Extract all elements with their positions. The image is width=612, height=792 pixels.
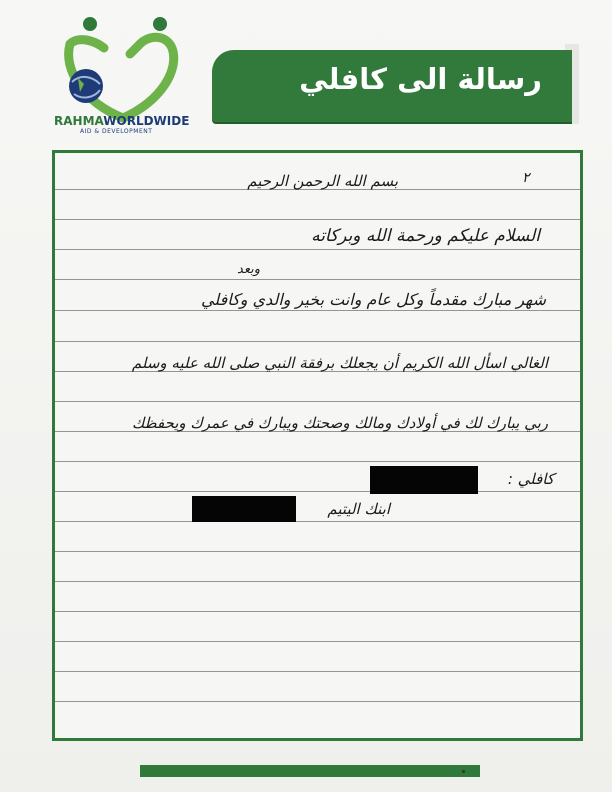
header-banner [212,50,572,122]
greeting-line: السلام عليكم ورحمة الله وبركاته [311,226,540,246]
sponsor-label: كافلي : [507,470,554,488]
ruled-line [55,581,580,582]
heart-people-logo-icon [48,14,198,126]
ruled-line [55,701,580,702]
ruled-line [55,611,580,612]
page-dot [462,770,465,773]
letter-line-3: ربي يبارك لك في أولادك ومالك وصحتك ويبارك في عمرك ويحفظك [132,414,548,432]
brand-tagline: AID & DEVELOPMENT [80,128,153,135]
footer-bar [140,765,480,777]
letter-line-1: شهر مبارك مقدماً وكل عام وانت بخير والدي وكافلي [200,290,546,309]
ruled-line [55,641,580,642]
ruled-line [55,551,580,552]
signoff: ابنك اليتيم [327,500,390,518]
corner-mark: ٢ [522,170,530,186]
ruled-line [55,671,580,672]
basmala: بسم الله الرحمن الرحيم [247,172,398,190]
ruled-line [55,310,580,311]
ruled-line [55,521,580,522]
brand-name: RAHMAWORLDWIDE [54,114,190,128]
ruled-line [55,279,580,280]
redacted-sponsor-name [370,466,478,494]
ruled-line [55,341,580,342]
ruled-line [55,249,580,250]
ruled-line [55,219,580,220]
redacted-orphan-name [192,496,296,522]
ruled-line [55,491,580,492]
ruled-line [55,461,580,462]
wa-baad: وبعد [237,262,260,277]
header-title: رسالة الى كافلي [299,62,542,96]
ruled-line [55,401,580,402]
letter-line-2: الغالي اسأل الله الكريم أن يجعلك برفقة النبي صلى الله عليه وسلم [131,354,548,372]
